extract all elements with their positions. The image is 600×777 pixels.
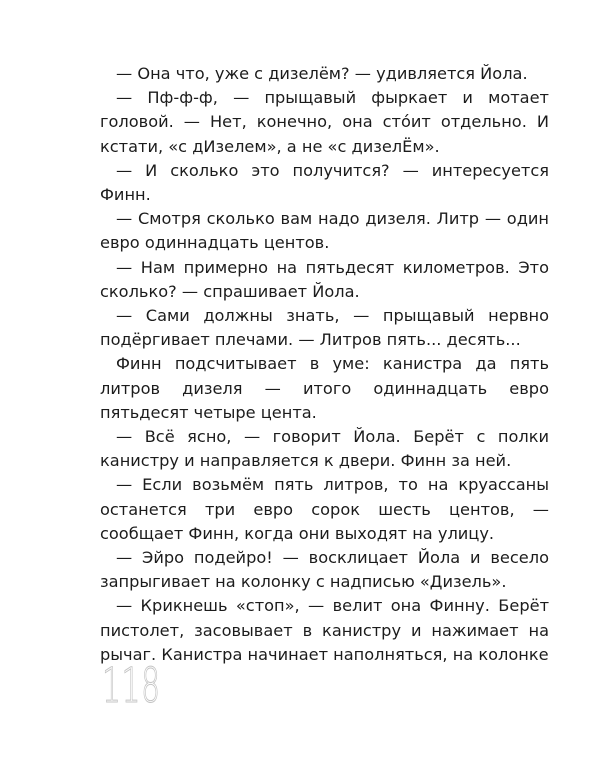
paragraph: — Смотря сколько вам надо дизеля. Литр — один евро одиннадцать центов. — [100, 209, 549, 253]
paragraph: — Эйро подейро! — восклицает Йола и весело запрыгивает на колонку с надписью «Дизель». — [100, 548, 549, 592]
paragraph: — Крикнешь «стоп», — велит она Финну. Берёт пистолет, засовывает в канистру и нажимает на рычаг. Канистра начинает наполняться, на колонке — [100, 596, 549, 664]
body-text — [100, 62, 549, 667]
paragraph: — Пф-ф-ф, — прыщавый фыркает и мотает головой. — Нет, конечно, она сто́ит отдельно. И кстати, «с дИзелем», а не «с дизелЁм». — [100, 88, 549, 156]
paragraph: — Нам примерно на пятьдесят километров. Это сколько? — спрашивает Йола. — [100, 257, 549, 301]
paragraph: — Сами должны знать, — прыщавый нервно подёргивает плечами. — Литров пять... десять... — [100, 306, 549, 350]
page-number: 118 — [102, 658, 161, 714]
paragraph: — Если возьмём пять литров, то на круассаны останется три евро сорок шесть центов, — сообщает Финн, когда они выходят на улицу. — [100, 475, 549, 543]
paragraph: Финн подсчитывает в уме: канистра да пять литров дизеля — итого одиннадцать евро пятьдесят четыре цента. — [100, 354, 549, 422]
paragraph: — И сколько это получится? — интересуется Финн. — [100, 160, 549, 205]
paragraph: — Она что, уже с дизелём? — удивляется Йола. — [116, 64, 528, 83]
paragraph: — Всё ясно, — говорит Йола. Берёт с полки канистру и направляется к двери. Финн за ней. — [100, 427, 549, 471]
